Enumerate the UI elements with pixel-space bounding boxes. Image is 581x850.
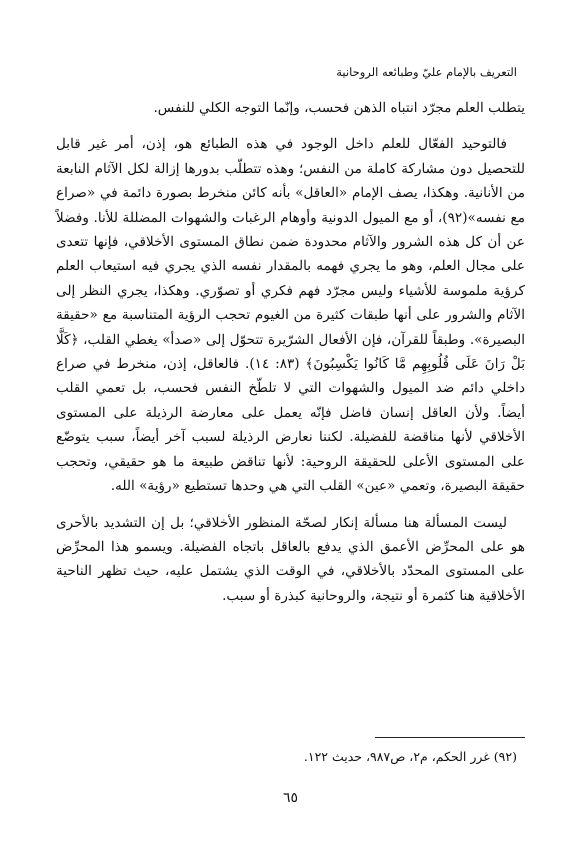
page-number: ٦٥ <box>282 790 299 806</box>
running-header-title: التعريف بالإمام عليّ وطبائعه الروحانية <box>336 65 517 79</box>
paragraph-2: فالتوحيد الفعّال للعلم داخل الوجود في هذه الطبائع هو، إذن، أمر غير قابل للتحصيل دون مشاركة كاملة من النفس؛ وهذه تتطلّب بدورها إزالة لكل الآثام النابعة من الأنانية. وهكذا، يصف الإمام «العاقل» بأنه كائن منخرط بصورة دائمة في «صراع مع نفسه»(٩٢)، أو مع الميول الدونية وأوهام الرغبات والشهوات المضللة للأنا. وفضلاً عن أن كل هذه الشرور والآثام محدودة ضمن نطاق المستوى الأخلاقي، فإنها تتعدى على مجال العلم، وهو ما يجري فهمه بالمقدار نفسه الذي يجري فيه استيعاب العلم كرؤية ملموسة للأشياء وليس مجرّد فهم فكري أو تصوّري. وهكذا، يجري النظر إلى الآثام والشرور على أنها طبقات كثيرة من الغيوم تحجب الرؤية المتناسبة مع «حقيقة البصيرة». وطبقاً للقرآن، فإن الأفعال الشرّيرة تتحوّل إلى «صدأ» يغطي القلب، ﴿كَلَّا بَلْ رَانَ عَلَى قُلُوبِهِم مَّا كَانُوا يَكْسِبُونَ﴾ (٨٣: ١٤). فالعاقل، إذن، منخرط في صراع داخلي دائم ضد الميول والشهوات التي لا تلطّخ النفس فحسب، بل تعمي القلب أيضاً. ولأن العاقل إنسان فاضل فإنّه يعمل على معارضة الرذيلة على المستوى الأخلاقي لأنها مناقضة للفضيلة. لكننا نعارض الرذيلة لسبب آخر أيضاً، سبب يتوضّع على المستوى الأعلى للحقيقة الروحية: لأنها تناقض طبيعة ما هو حقيقي، وتحجب حقيقة البصيرة، وتعمي «عين» القلب التي هي وحدها تستطيع «رؤية» الله. <box>56 136 526 495</box>
main-text <box>56 96 525 608</box>
paragraph-3: ليست المسألة هنا مسألة إنكار لصحّة المنظور الأخلاقي؛ بل إن التشديد بالأحرى هو على المحرِّض الأعمق الذي يدفع بالعاقل باتجاه الفضيلة. ويسمو هذا المحرِّض على المستوى المحدّد بالأخلاقي، في الوقت الذي يشتمل عليه، حيث تظهر الناحية الأخلاقية هنا كثمرة أو نتيجة، والروحانية كبذرة أو سبب. <box>56 514 525 604</box>
footnote-divider <box>375 737 525 738</box>
paragraph-1: يتطلب العلم مجرّد انتباه الذهن فحسب، وإنّما التوجه الكلي للنفس. <box>153 100 525 116</box>
footnote-92: (٩٢) غرر الحكم، م٢، ص٩٨٧، حديث ١٢٢. <box>303 749 517 764</box>
